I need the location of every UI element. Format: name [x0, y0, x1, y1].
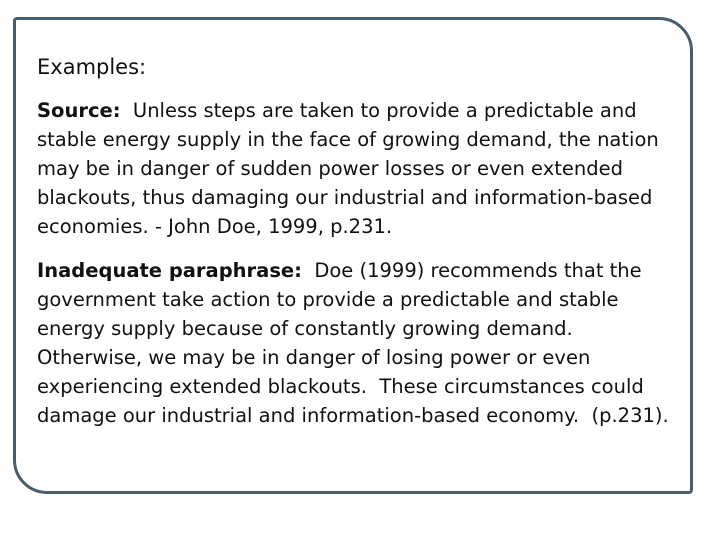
inadequate-line-1: Inadequate paraphrase: Doe (1999) recommends that the	[37, 259, 642, 282]
inadequate-line-3: energy supply because of constantly growing demand.	[37, 317, 573, 340]
source-line-2: stable energy supply in the face of growing demand, the nation	[37, 128, 659, 151]
source-label: Source:	[37, 99, 121, 122]
inadequate-line-6: damage our industrial and information-based economy. (p.231).	[37, 404, 669, 427]
source-line-1: Source: Unless steps are taken to provide a predictable and	[37, 99, 637, 122]
source-paragraph	[37, 96, 692, 241]
inadequate-line-2: government take action to provide a predictable and stable	[37, 288, 619, 311]
source-line-4: blackouts, thus damaging our industrial and information-based	[37, 186, 653, 209]
examples-heading: Examples:	[37, 55, 147, 79]
inadequate-line-4: Otherwise, we may be in danger of losing power or even	[37, 346, 591, 369]
source-line-3: may be in danger of sudden power losses or even extended	[37, 157, 624, 180]
source-line-5: economies. - John Doe, 1999, p.231.	[37, 215, 393, 238]
inadequate-paraphrase-paragraph	[37, 256, 692, 430]
inadequate-line-5: experiencing extended blackouts. These circumstances could	[37, 375, 644, 398]
inadequate-label: Inadequate paraphrase:	[37, 259, 302, 282]
